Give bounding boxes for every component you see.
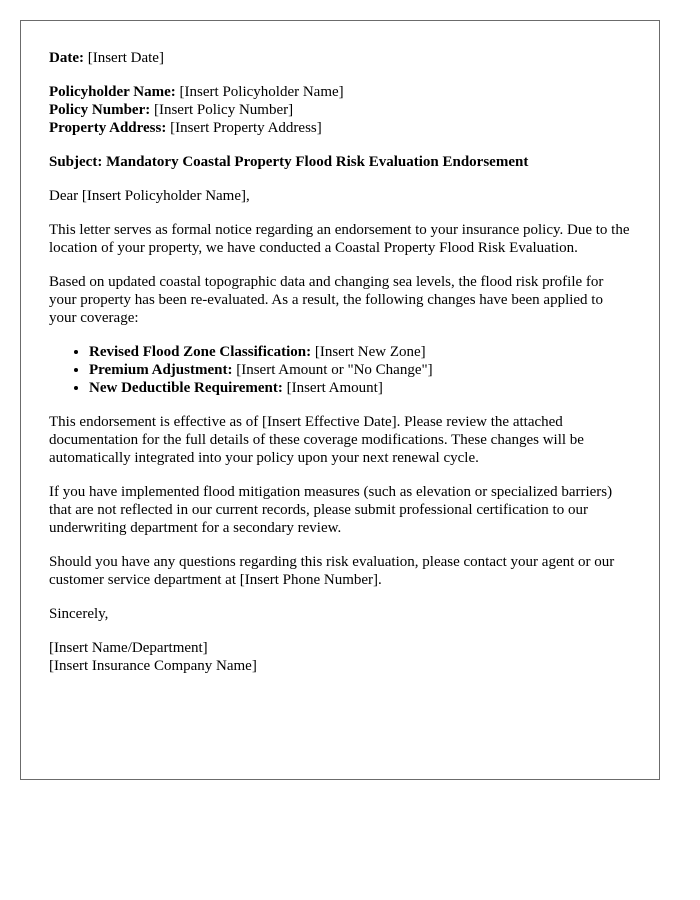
mitigation-paragraph: If you have implemented flood mitigation measures (such as elevation or specialized barriers) that are not reflected in our current records, please submit professional certification to our underwriting department for a secondary review. <box>49 484 613 536</box>
signature-block <box>49 639 631 675</box>
property-address-label: Property Address: <box>49 120 167 136</box>
property-address-line <box>49 119 631 137</box>
list-item <box>89 343 631 361</box>
date-value: [Insert Date] <box>83 50 164 66</box>
property-address-value: [Insert Property Address] <box>166 120 322 136</box>
subject-line <box>49 153 631 171</box>
subject-text: Subject: Mandatory Coastal Property Flood Risk Evaluation Endorsement <box>49 154 529 170</box>
list-item <box>89 361 631 379</box>
change-value: [Insert Amount or "No Change"] <box>232 362 433 378</box>
basis-paragraph: Based on updated coastal topographic data and changing sea levels, the flood risk profile for your property has been re-evaluated. As a result, the following changes have been applied to your coverage: <box>49 274 604 326</box>
change-label: Revised Flood Zone Classification: <box>89 344 312 360</box>
endorsement-letter <box>20 20 660 780</box>
change-value: [Insert Amount] <box>282 380 383 396</box>
signature-company: [Insert Insurance Company Name] <box>49 658 257 674</box>
intro-paragraph: This letter serves as formal notice regarding an endorsement to your insurance policy. Due to the location of your property, we have conducted a Coastal Property Flood Risk Evaluation. <box>49 222 630 256</box>
questions-paragraph: Should you have any questions regarding this risk evaluation, please contact your agent or our customer service department at [Insert Phone Number]. <box>49 554 615 588</box>
coverage-changes-list <box>49 343 631 397</box>
date-label: Date: <box>49 50 84 66</box>
policy-number-value: [Insert Policy Number] <box>150 102 294 118</box>
list-item <box>89 379 631 397</box>
policyholder-name-line <box>49 83 631 101</box>
date-line <box>49 49 631 67</box>
policy-details <box>49 83 631 137</box>
closing: Sincerely, <box>49 606 109 622</box>
policyholder-name-label: Policyholder Name: <box>49 84 176 100</box>
policy-number-line <box>49 101 631 119</box>
change-label: New Deductible Requirement: <box>89 380 283 396</box>
effective-paragraph: This endorsement is effective as of [Insert Effective Date]. Please review the attached documentation for the full details of these coverage modifications. These changes will be automatically integrated into your policy upon your next renewal cycle. <box>49 414 584 466</box>
salutation: Dear [Insert Policyholder Name], <box>49 188 250 204</box>
change-label: Premium Adjustment: <box>89 362 233 378</box>
policy-number-label: Policy Number: <box>49 102 151 118</box>
signature-name: [Insert Name/Department] <box>49 640 208 656</box>
policyholder-name-value: [Insert Policyholder Name] <box>175 84 344 100</box>
change-value: [Insert New Zone] <box>311 344 426 360</box>
